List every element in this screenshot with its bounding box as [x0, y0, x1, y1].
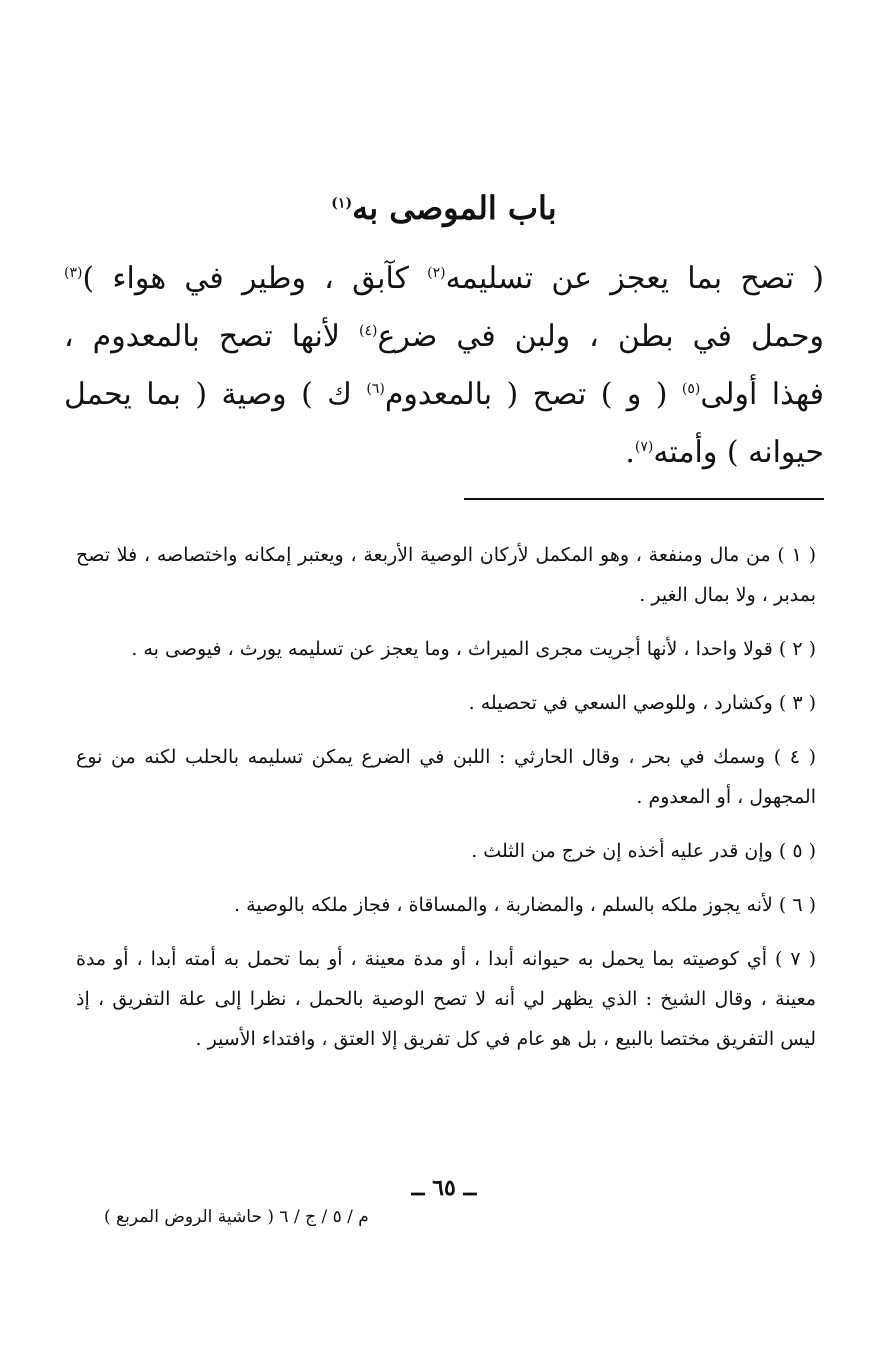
main-text-segment: ( و ) تصح ( بالمعدوم [384, 377, 668, 412]
signature-line: م / ٥ / ج / ٦ ( حاشية الروض المربع ) [104, 1207, 369, 1227]
footnote-3: ( ٣ ) وكشارد ، وللوصي السعي في تحصيله . [468, 692, 816, 714]
main-text-segment: لأنها تصح بالمعدوم ، [64, 319, 341, 354]
main-text-segment: كآبق ، وطير في هواء ) [82, 261, 409, 296]
main-text-segment: فهذا أولى [700, 377, 824, 412]
chapter-title-text: باب الموصى به [352, 189, 557, 227]
footnote-divider [464, 498, 824, 500]
footnote-6: ( ٦ ) لأنه يجوز ملكه بالسلم ، والمضاربة ، والمساقاة ، فجاز ملكه بالوصية . [234, 894, 816, 916]
main-text [64, 250, 824, 482]
main-line-2 [64, 308, 824, 366]
footnote-ref-3: (٣) [64, 265, 83, 281]
main-text-segment: ( تصح بما يعجز عن تسليمه [445, 261, 824, 296]
main-text-segment: وحمل في بطن ، ولبن في ضرع [377, 319, 824, 354]
main-text-segment: ك ) وصية ( بما يحمل [64, 377, 352, 412]
footnote-ref-2: (٢) [427, 265, 446, 281]
footnote-ref-4: (٤) [359, 323, 378, 339]
main-line-1 [64, 250, 824, 308]
chapter-title [0, 188, 888, 228]
footnotes [76, 535, 816, 1073]
main-text-segment: حيوانه ) وأمته [653, 435, 824, 470]
footnote-5: ( ٥ ) وإن قدر عليه أخذه إن خرج من الثلث . [471, 840, 816, 862]
page-number: ــ ٦٥ ــ [411, 1175, 477, 1201]
footnote-ref-7: (٧) [634, 439, 654, 455]
footnote-7: ( ٧ ) أي كوصيته بما يحمل به حيوانه أبدا ، أو مدة معينة ، أو بما تحمل به أمته أبدا ، أو مدة معينة ، وقال الشيخ : الذي يظهر لي أنه لا تصح الوصية بالحمل ، نظرا إلى علة التفريق ، إذ ليس التفريق مختصا بالبيع ، بل هو عام في كل تفريق إلا العتق ، وافتداء الأسير . [76, 948, 817, 1050]
footnote-ref-1: (١) [331, 195, 353, 212]
footnote-4: ( ٤ ) وسمك في بحر ، وقال الحارثي : اللبن في الضرع يمكن تسليمه بالحلب لكنه من نوع المجهول ، أو المعدوم . [76, 746, 816, 808]
footnote-2: ( ٢ ) قولا واحدا ، لأنها أجريت مجرى الميراث ، وما يعجز عن تسليمه يورث ، فيوصى به . [131, 638, 816, 660]
footnote-ref-6: (٦) [366, 381, 385, 397]
main-line-3 [64, 366, 824, 424]
main-line-4 [64, 424, 824, 482]
main-text-segment: . [625, 435, 635, 470]
footnote-ref-5: (٥) [681, 381, 701, 397]
footnote-1: ( ١ ) من مال ومنفعة ، وهو المكمل لأركان الوصية الأربعة ، ويعتبر إمكانه واختصاصه ، فلا تصح بمدبر ، ولا بمال الغير . [76, 544, 817, 606]
